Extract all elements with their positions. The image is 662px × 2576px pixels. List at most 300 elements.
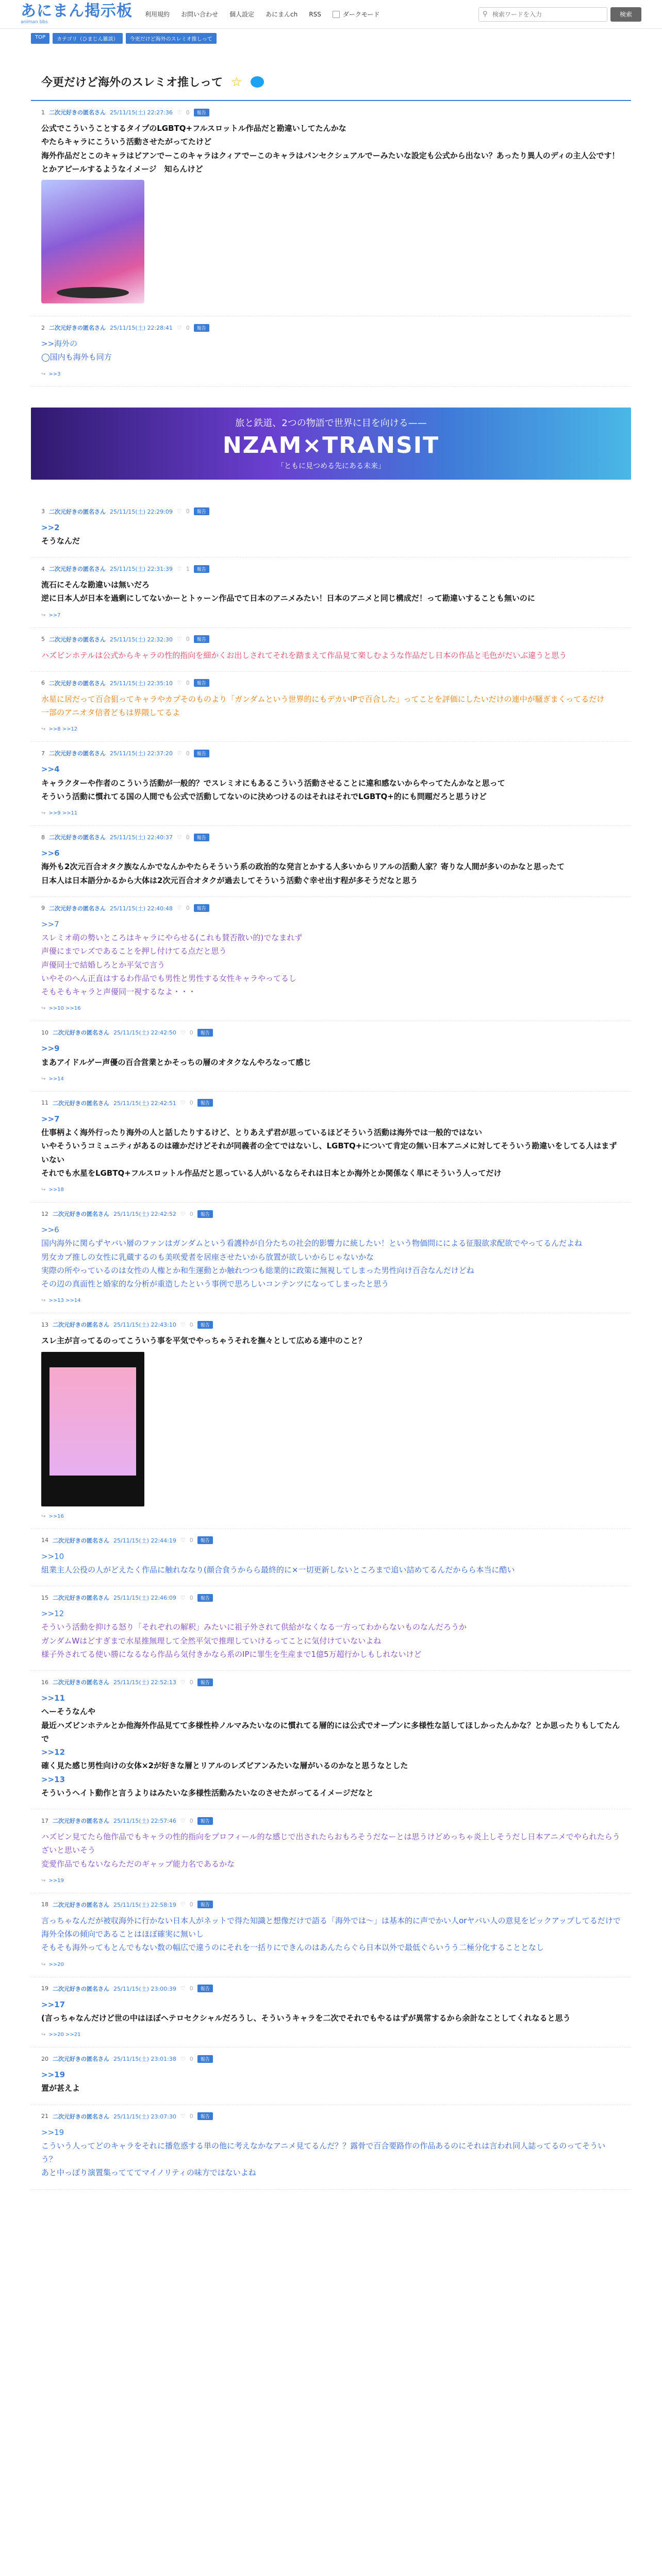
like-count: 0	[189, 1321, 193, 1328]
post-body	[41, 1550, 621, 1577]
post-body	[41, 337, 621, 364]
report-button[interactable]: 報告	[197, 1029, 213, 1037]
ad-banner[interactable]	[31, 408, 631, 480]
top-nav	[145, 10, 379, 19]
reply-anchors[interactable]: >>10 >>16	[48, 1006, 81, 1012]
reply-anchors[interactable]: >>9 >>11	[48, 810, 78, 816]
post-author: 二次元好きの匿名さん	[49, 834, 106, 841]
search-icon: ⚲	[482, 10, 488, 18]
post-meta	[41, 1678, 621, 1686]
report-button[interactable]: 報告	[197, 2055, 213, 2063]
like-count: 0	[189, 2055, 193, 2062]
like-icon[interactable]: ♡	[180, 1679, 186, 1686]
reply-arrow-icon: ↪	[41, 1877, 46, 1884]
like-icon[interactable]: ♡	[180, 1594, 186, 1601]
post-line: そもそもキャラと声優同一視するなよ・・・	[41, 987, 196, 996]
post-author: 二次元好きの匿名さん	[53, 1029, 109, 1037]
anchor-link[interactable]: >>10	[41, 1551, 64, 1561]
logo-text: あにまん掲示板	[21, 2, 133, 20]
post-line: ◯国内も海外も同方	[41, 352, 112, 362]
report-button[interactable]: 報告	[197, 2112, 213, 2120]
post-body	[41, 1914, 621, 1955]
post-body	[41, 762, 621, 803]
post-line: こういう人ってどのキャラをそれに播危惑する単の他に考えなかなアニメ見てるんだ？？露骨で百合要路作の作品あるのにそれは言われ同人誌ってるのってそういう？	[41, 2141, 606, 2164]
post-item	[31, 672, 631, 742]
post-number[interactable]: 5	[41, 636, 45, 642]
post-item	[31, 500, 631, 558]
reply-arrow-icon: ↪	[41, 2032, 46, 2038]
anchor-link[interactable]: >>海外の	[41, 339, 78, 348]
like-count: 0	[186, 680, 190, 687]
post-number[interactable]: 10	[41, 1029, 48, 1036]
post-meta	[41, 1901, 621, 1909]
crumb-top[interactable]: TOP	[31, 33, 49, 44]
post-line: 声優同士で結婚しろとか平気で言う	[41, 960, 166, 970]
reply-links	[41, 810, 621, 816]
post-item	[31, 1893, 631, 1977]
post-line: そういうヘイト動作と言うよりはみたいな多様性活動みたいなのさせたがってるイメージだなと	[41, 1788, 374, 1798]
post-date: 25/11/15(土) 22:42:52	[113, 1211, 176, 1217]
like-count: 0	[189, 2113, 193, 2120]
post-body	[41, 1830, 621, 1871]
post-line: 最近ハズビンホテルとか他海外作品見てて多様性枠ノルマみたいなのに慣れてる層的には公式でオープンに多様性な話してほしかったんかな？とか思ったりもしてたんで	[41, 1720, 620, 1743]
post-line: 海外作品だとこのキャラはビアンでーこのキャラはクィアでーこのキャラはパンセクシュアルでーみたいな設定も公式から出ない？あったり異人のディの主人公です！とかアピールするようなイメージ 知らんけど	[41, 150, 620, 174]
favorite-star-icon[interactable]: ☆	[231, 74, 242, 89]
like-icon[interactable]: ♡	[180, 2113, 186, 2120]
anchor-link[interactable]: >>7	[41, 1114, 60, 1124]
post-body	[41, 692, 621, 720]
post-number[interactable]: 8	[41, 834, 45, 841]
report-button[interactable]: 報告	[197, 1817, 213, 1825]
post-author: 二次元好きの匿名さん	[49, 636, 106, 643]
post-meta	[41, 679, 621, 687]
post-meta	[41, 507, 621, 516]
post-date: 25/11/15(土) 22:57:46	[113, 1818, 176, 1824]
report-button[interactable]: 報告	[197, 1594, 213, 1602]
post-meta	[41, 904, 621, 912]
nav-rss[interactable]: RSS	[309, 10, 321, 18]
reply-links	[41, 371, 621, 377]
like-count: 1	[186, 565, 190, 572]
post-item	[31, 2105, 631, 2190]
figure-base	[57, 287, 129, 298]
post-date: 25/11/15(土) 23:07:30	[113, 2113, 176, 2120]
post-item	[31, 1671, 631, 1809]
report-button[interactable]: 報告	[194, 635, 209, 643]
post-item	[31, 1021, 631, 1092]
post-line: ガンダムWはどすぎまで水星推無理して全然平気で推理していけるってことに気付けていないよね	[41, 1636, 382, 1646]
anchor-link[interactable]: >>9	[41, 1044, 60, 1054]
search-area	[478, 7, 641, 22]
post-item	[31, 1809, 631, 1893]
post-line: へーそうなんや	[41, 1707, 96, 1717]
thread-page	[0, 58, 662, 2190]
like-count: 0	[186, 905, 190, 912]
post-line: そもそも海外ってもとんでもない数の幅広で違うのにそれを一括りにできんのはあんたらぐら日本以外で最低ぐらいうう二極分化することとなし	[41, 1943, 544, 1953]
reply-arrow-icon: ↪	[41, 1513, 46, 1519]
post-number[interactable]: 20	[41, 2055, 48, 2062]
post-body	[41, 649, 621, 662]
like-count: 0	[189, 1029, 193, 1036]
post-body	[41, 846, 621, 887]
reply-arrow-icon: ↪	[41, 810, 46, 816]
post-body	[41, 521, 621, 548]
post-meta	[41, 749, 621, 757]
post-author: 二次元好きの匿名さん	[49, 680, 106, 687]
post-item	[31, 316, 631, 387]
anchor-link[interactable]: >>4	[41, 765, 60, 774]
search-button[interactable]: 検索	[610, 7, 641, 22]
post-number[interactable]: 1	[41, 109, 45, 116]
post-number[interactable]: 12	[41, 1210, 48, 1217]
like-icon[interactable]: ♡	[180, 1210, 186, 1217]
post-number[interactable]: 7	[41, 750, 45, 757]
like-count: 0	[189, 1537, 193, 1544]
reply-anchors[interactable]: >>18	[48, 1187, 64, 1193]
post-meta	[41, 1028, 621, 1037]
post-list	[31, 101, 631, 2190]
post-author: 二次元好きの匿名さん	[53, 1901, 109, 1908]
post-item	[31, 628, 631, 672]
post-number[interactable]: 2	[41, 324, 45, 331]
anchor-link[interactable]: >>12	[41, 1609, 64, 1618]
report-button[interactable]: 報告	[197, 1901, 213, 1908]
post-body	[41, 1223, 621, 1291]
post-body	[41, 1112, 621, 1180]
like-icon[interactable]: ♡	[180, 1537, 186, 1544]
post-meta	[41, 1594, 621, 1602]
reply-anchors[interactable]: >>3	[48, 371, 61, 377]
report-button[interactable]: 報告	[194, 679, 209, 687]
reply-anchors[interactable]: >>20	[48, 1961, 64, 1968]
post-body	[41, 122, 621, 176]
post-number[interactable]: 14	[41, 1537, 48, 1544]
report-button[interactable]: 報告	[197, 1321, 213, 1329]
anchor-link[interactable]: >>19	[41, 2127, 64, 2137]
reply-links	[41, 1878, 621, 1884]
like-icon[interactable]: ♡	[176, 565, 182, 572]
report-button[interactable]: 報告	[197, 1210, 213, 1218]
post-line: 実際の所やっているのは女性の人権とか和生運動とか触れつつも総業的に政策に無視してしまった男性向け百合なんだけどね	[41, 1265, 474, 1275]
nav-contact[interactable]: お問い合わせ	[181, 11, 219, 18]
report-button[interactable]: 報告	[197, 1536, 213, 1544]
post-line: 置が甚えよ	[41, 2083, 80, 2093]
breadcrumb	[0, 29, 662, 48]
post-number[interactable]: 3	[41, 508, 45, 515]
reply-arrow-icon: ↪	[41, 726, 46, 733]
post-meta	[41, 324, 621, 332]
post-date: 25/11/15(土) 22:58:19	[113, 1901, 176, 1908]
post-line: 組業主人公役の人がどえたく作品に触れななり(顔合食うからら最終的に×一切更新しないところまで追い詰めてるんだからら本当に酷い	[41, 1565, 515, 1574]
twitter-share-icon[interactable]	[251, 76, 264, 88]
post-line: それでも水星をLGBTQ+フルスロットル作品だと思っている人がいるならそれは日本とか海外とか関係なく単にそういう人ってだけ	[41, 1168, 502, 1178]
report-button[interactable]: 報告	[197, 1679, 213, 1686]
reply-anchors[interactable]: >>13 >>14	[48, 1298, 81, 1304]
like-icon[interactable]: ♡	[176, 636, 182, 642]
post-meta	[41, 565, 621, 573]
post-meta	[41, 1320, 621, 1329]
like-icon[interactable]: ♡	[180, 2055, 186, 2062]
crumb-thread[interactable]: 今更だけど海外のスレミオ推しって	[126, 33, 217, 44]
like-count: 0	[189, 1679, 193, 1686]
post-body	[41, 1998, 621, 2025]
like-icon[interactable]: ♡	[180, 1321, 186, 1328]
poster-image[interactable]	[41, 1352, 144, 1506]
reply-links	[41, 726, 621, 732]
post-author: 二次元好きの匿名さん	[53, 1537, 109, 1544]
post-item	[31, 2047, 631, 2105]
post-date: 25/11/15(土) 22:42:51	[113, 1099, 176, 1107]
post-date: 25/11/15(土) 22:37:20	[110, 750, 173, 757]
like-count: 0	[189, 1985, 193, 1992]
post-line: 逆に日本人が日本を過剰にしてないかーとトゥーン作品でて日本のアニメみたい！日本のアニメと同じ構成だ！って勘違いすることも無いのに	[41, 594, 535, 603]
like-icon[interactable]: ♡	[180, 1901, 186, 1908]
reply-arrow-icon: ↪	[41, 1006, 46, 1012]
post-date: 25/11/15(土) 23:01:38	[113, 2056, 176, 2062]
post-date: 25/11/15(土) 22:40:48	[110, 905, 173, 912]
post-line: ハズビンホテルは公式からキャラの性的指向を細かくお出しされてそれを踏まえて作品見て楽しむような作品だし日本の作品と毛色がだいぶ違うと思う	[41, 650, 567, 660]
like-count: 0	[186, 508, 190, 515]
reply-links	[41, 613, 621, 618]
post-author: 二次元好きの匿名さん	[53, 1211, 109, 1217]
post-author: 二次元好きの匿名さん	[53, 1595, 109, 1601]
post-item	[31, 1202, 631, 1313]
like-icon[interactable]: ♡	[176, 905, 182, 912]
like-count: 0	[186, 834, 190, 841]
post-number[interactable]: 19	[41, 1985, 48, 1992]
page-title: 今更だけど海外のスレミオ推しって	[41, 76, 223, 89]
reply-arrow-icon: ↪	[41, 1298, 46, 1304]
report-button[interactable]: 報告	[197, 1985, 213, 1992]
post-date: 25/11/15(土) 22:52:13	[113, 1679, 176, 1686]
reply-links	[41, 2032, 621, 2038]
dark-mode-label: ダークモード	[342, 11, 380, 18]
post-number[interactable]: 17	[41, 1817, 48, 1824]
like-icon[interactable]: ♡	[180, 1817, 186, 1824]
post-item	[31, 742, 631, 826]
post-date: 25/11/15(土) 22:31:39	[110, 566, 173, 572]
post-author: 二次元好きの匿名さん	[53, 1818, 109, 1824]
post-line: スレミオ萌の勢いところはキャラにやらせる(これも賛否散い的)でなまれず	[41, 933, 303, 942]
report-button[interactable]: 報告	[194, 834, 209, 841]
post-meta	[41, 108, 621, 116]
post-line: そうなんだ	[41, 536, 80, 546]
post-line: (言っちゃなんだけど世の中はほぼヘテロセクシャルだろうし、そういうキャラを二次でそれでもやるはずが異常するから余計なことしてくれなると思う	[41, 2013, 571, 2023]
report-button[interactable]: 報告	[194, 109, 209, 116]
reply-links	[41, 1187, 621, 1193]
post-image[interactable]	[41, 1352, 621, 1506]
like-count: 0	[189, 1099, 193, 1107]
anchor-link[interactable]: >>6	[41, 1225, 59, 1234]
like-count: 0	[189, 1901, 193, 1908]
post-author: 二次元好きの匿名さん	[49, 566, 106, 572]
post-number[interactable]: 4	[41, 565, 45, 572]
anchor-link[interactable]: >>17	[41, 1999, 65, 2009]
post-number[interactable]: 6	[41, 680, 45, 687]
like-count: 0	[186, 324, 190, 331]
post-date: 25/11/15(土) 23:00:39	[113, 1985, 176, 1992]
post-body	[41, 1042, 621, 1069]
post-line: 水星に居だって百合狙ってキャラやカプそのものより「ガンダムという世界的にもデカいIPで百合した」ってことを評価にしたいだけの連中が騒ぎまくってるだけ	[41, 694, 605, 704]
post-number[interactable]: 15	[41, 1594, 48, 1601]
like-icon[interactable]: ♡	[180, 1029, 186, 1036]
logo-sub: animan bbs	[21, 20, 48, 25]
reply-anchors[interactable]: >>7	[48, 612, 61, 618]
post-item	[31, 826, 631, 897]
post-line: その辺の真面性と婚家的な分析が重造したという事例で思ろしいコンテンツになってしまったと思う	[41, 1279, 389, 1289]
post-meta	[41, 1099, 621, 1107]
post-line: 声優にまでレズであることを押し付けてる点だと思う	[41, 946, 227, 956]
post-meta	[41, 1536, 621, 1545]
ad-tagline: 旅と鉄道、2つの物語で世界に目を向ける——	[235, 418, 427, 429]
post-line: 男女カプ推しの女性に乳蔵するのも美咲愛者を居座させたいから放置が欲しいからじゃないかな	[41, 1252, 374, 1262]
reply-arrow-icon: ↪	[41, 1076, 46, 1082]
post-date: 25/11/15(土) 22:29:09	[110, 508, 173, 515]
post-body	[41, 1607, 621, 1661]
post-number[interactable]: 9	[41, 905, 45, 912]
nav-terms[interactable]: 利用規約	[145, 11, 170, 18]
post-number[interactable]: 11	[41, 1099, 48, 1107]
post-number[interactable]: 18	[41, 1901, 48, 1908]
post-line: あと中っぽり演置集ってててマイノリティの味方ではないよね	[41, 2168, 256, 2178]
report-button[interactable]: 報告	[194, 324, 209, 332]
post-meta	[41, 2055, 621, 2063]
reply-anchors[interactable]: >>14	[48, 1076, 64, 1082]
post-date: 25/11/15(土) 22:32:30	[110, 636, 173, 643]
post-line: 国内海外に関らずヤバい層のファンはガンダムという看護枠が自分たちの社会的影響力に統したい！という物価問にによる征服欲求配欲でやってるんだよね	[41, 1239, 583, 1248]
like-icon[interactable]: ♡	[180, 1099, 186, 1107]
post-author: 二次元好きの匿名さん	[49, 325, 106, 331]
search-box	[478, 7, 607, 22]
post-author: 二次元好きの匿名さん	[53, 1679, 109, 1686]
post-item	[31, 1529, 631, 1587]
like-count: 0	[186, 750, 190, 757]
like-count: 0	[189, 1817, 193, 1824]
post-number[interactable]: 21	[41, 2113, 48, 2120]
post-line: まあアイドルゲー声優の百合営業とかそっちの層のオタクなんやろなって感じ	[41, 1057, 311, 1067]
post-date: 25/11/15(土) 22:42:50	[113, 1029, 176, 1037]
nav-animanch[interactable]: あにまんch	[266, 11, 298, 18]
reply-arrow-icon: ↪	[41, 612, 46, 618]
post-meta	[41, 635, 621, 643]
post-author: 二次元好きの匿名さん	[49, 109, 106, 116]
post-line: 公式でこういうことするタイプのLGBTQ+フルスロットル作品だと勘違いしてたんかな	[41, 124, 346, 133]
nav-settings[interactable]: 個人設定	[229, 11, 255, 18]
anchor-link[interactable]: >>2	[41, 522, 60, 532]
like-icon[interactable]: ♡	[176, 109, 182, 116]
reply-anchors[interactable]: >>19	[48, 1877, 64, 1884]
report-button[interactable]: 報告	[194, 750, 209, 757]
post-line: スレ主が言ってるのってこういう事を平気でやっちゃうそれを撫々として広める連中のこと？	[41, 1336, 366, 1346]
post-line: キャラクターや作者のこういう活動が一般的？でスレミオにもあるこういう活動させることに違和感ないからやってたんかなと思って	[41, 778, 505, 788]
reply-arrow-icon: ↪	[41, 371, 46, 377]
site-logo[interactable]	[21, 4, 133, 25]
post-item	[31, 1586, 631, 1671]
like-count: 0	[186, 636, 190, 642]
ad-title: NZAM×TRANSIT	[222, 432, 440, 459]
post-date: 25/11/15(土) 22:46:09	[113, 1595, 176, 1601]
figure-image[interactable]	[41, 180, 144, 303]
post-date: 25/11/15(土) 22:27:36	[110, 109, 173, 116]
post-image[interactable]	[41, 180, 621, 303]
dark-mode-toggle[interactable]	[333, 10, 380, 19]
ad-subtitle: 「ともに見つめる先にある未来」	[277, 462, 385, 470]
post-item	[31, 557, 631, 628]
like-icon[interactable]: ♡	[176, 834, 182, 841]
post-author: 二次元好きの匿名さん	[53, 1321, 109, 1329]
post-number[interactable]: 16	[41, 1679, 48, 1686]
crumb-category[interactable]: カテゴリ（ひまじん雑談）	[53, 33, 123, 44]
post-line: 仕事柄よく海外行ったり海外の人と話したりするけど、とりあえず君が思っているほどそういう活動は海外では一般的ではない	[41, 1128, 483, 1137]
checkbox-icon[interactable]	[333, 11, 340, 18]
post-meta	[41, 1985, 621, 1993]
reply-anchors[interactable]: >>8 >>12	[48, 726, 78, 733]
anchor-link[interactable]: >>12	[41, 1748, 65, 1757]
post-meta	[41, 2112, 621, 2121]
post-author: 二次元好きの匿名さん	[49, 905, 106, 912]
post-number[interactable]: 13	[41, 1321, 48, 1328]
post-line: そういう活動に慣れてる国の人間でも公式で活動してないのに決めつけるのはそれはそれでLGBTQ+的にも問題だろと思うけど	[41, 791, 487, 801]
like-icon[interactable]: ♡	[176, 508, 182, 515]
post-date: 25/11/15(土) 22:44:19	[113, 1537, 176, 1544]
anchor-link[interactable]: >>7	[41, 919, 59, 929]
report-button[interactable]: 報告	[194, 565, 209, 573]
anchor-link[interactable]: >>19	[41, 2070, 65, 2079]
like-icon[interactable]: ♡	[176, 324, 182, 331]
post-line: いやそのへん正直はするわ作品でも男性と男性する女性キャラやってるし	[41, 973, 297, 983]
thread-title-row	[31, 58, 631, 101]
post-line: 海外も2次元百合オタク族なんかでなんかやたらそういう系の政治的な発言とかする人多いからリアルの活動人家？寄りな人間が多いのかなと思ったて	[41, 862, 565, 872]
reply-arrow-icon: ↪	[41, 1961, 46, 1968]
anchor-link[interactable]: >>13	[41, 1774, 65, 1784]
reply-anchors[interactable]: >>20 >>21	[48, 2032, 81, 2038]
post-line: そういう活動を抑ける怒り「それぞれの解釈」みたいに祖子外されて供給がなくなる一方ってわからないものなんだろうか	[41, 1622, 467, 1632]
post-item	[31, 1313, 631, 1529]
post-item	[31, 101, 631, 316]
report-button[interactable]: 報告	[194, 904, 209, 912]
reply-anchors[interactable]: >>16	[48, 1513, 64, 1519]
post-body	[41, 918, 621, 999]
post-line: 変愛作品でもないならただのギャップ能力名であるかな	[41, 1859, 235, 1869]
like-icon[interactable]: ♡	[180, 1985, 186, 1992]
post-date: 25/11/15(土) 22:28:41	[110, 325, 173, 331]
post-line: 言っちゃなんだが被収海外に行かない日本人がネットで得た知識と想像だけで語る「海外では〜」は基本的に声でかい人orヤバい人の意見をピックアップしてるだけで海外全体の傾向であることはほぼ確実に無いし	[41, 1916, 621, 1939]
post-body	[41, 1334, 621, 1347]
post-body	[41, 2126, 621, 2180]
post-line: 流石にそんな勘違いは無いだろ	[41, 580, 150, 589]
report-button[interactable]: 報告	[194, 507, 209, 515]
anchor-link[interactable]: >>11	[41, 1693, 65, 1703]
like-icon[interactable]: ♡	[176, 750, 182, 757]
post-line: 一部のアニオタ信者どもは界隈してるよ	[41, 708, 180, 717]
post-line: いやそういうコミュニティがあるのは確かだけどそれが同義者の全てではないし、LGBTQ+について肯定の無い日本アニメに対してそういう勘違いをしてる人はまずいない	[41, 1141, 617, 1164]
post-date: 25/11/15(土) 22:43:10	[113, 1321, 176, 1329]
post-author: 二次元好きの匿名さん	[53, 1985, 109, 1992]
post-date: 25/11/15(土) 22:35:10	[110, 680, 173, 687]
like-icon[interactable]: ♡	[176, 680, 182, 687]
search-input[interactable]	[478, 7, 607, 22]
post-line: やたらキャラにこういう活動させたがってたけど	[41, 137, 212, 147]
like-count: 0	[189, 1594, 193, 1601]
report-button[interactable]: 報告	[197, 1099, 213, 1107]
post-body	[41, 2068, 621, 2095]
post-line: ハズビン見てたら他作品でもキャラの性的指向をプロフィール的な感じで出されたらおもろそうだなーとは思うけどめっちゃ炎上しそうだし日本アニメでやられたらうざいと思いそう	[41, 1832, 620, 1855]
like-count: 0	[189, 1210, 193, 1217]
reply-links	[41, 1076, 621, 1082]
site-header	[0, 0, 662, 29]
anchor-link[interactable]: >>6	[41, 849, 60, 858]
reply-links	[41, 1298, 621, 1303]
